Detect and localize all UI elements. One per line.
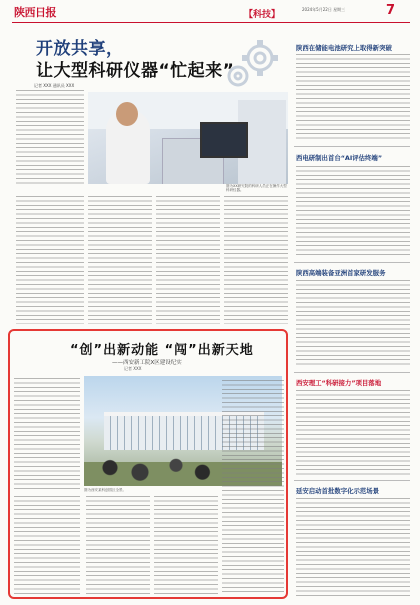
bottom-feature-subtitle: ——西安新工院X区建设纪实	[112, 360, 182, 366]
body-text-block	[88, 196, 152, 324]
lab-photo-caption: 图为XX研究院的科研人员正在操作大型科研仪器。	[226, 184, 287, 193]
divider	[294, 480, 410, 481]
body-text-block	[154, 496, 218, 594]
bottom-feature-title: “创”出新动能 “闯”出新天地	[70, 343, 254, 358]
body-text-block	[296, 498, 410, 598]
gear-icon	[214, 36, 284, 92]
dateline: 2024年5月22日 星期三	[302, 7, 346, 12]
body-text-block	[16, 90, 84, 184]
body-text-block	[296, 390, 410, 476]
page-number: 7	[386, 3, 396, 18]
header-rule	[12, 22, 410, 23]
body-text-block	[296, 280, 410, 368]
right-story-title: 西安理工“科研接力”项目落地	[296, 379, 382, 387]
body-text-block	[16, 196, 84, 324]
divider	[294, 262, 410, 263]
divider	[294, 146, 410, 147]
body-text-block	[156, 196, 220, 324]
body-text-block	[222, 380, 284, 594]
divider	[294, 372, 410, 373]
section-label: 【科技】	[244, 10, 281, 20]
right-story-title: 陕西高端装备亚洲首家研发服务	[296, 269, 386, 277]
right-story-title: 延安启动首批数字化示范场景	[296, 487, 380, 495]
body-text-block	[296, 54, 410, 142]
body-text-block	[14, 378, 80, 490]
lab-photo	[88, 92, 288, 184]
campus-photo-caption: 图为西安某科创园区全景。	[84, 488, 126, 492]
feature-byline: 记者 XXX 通讯员 XXX	[34, 83, 75, 88]
body-text-block	[224, 196, 288, 324]
right-story-title: 陕西在储能电池研究上取得新突破	[296, 44, 392, 52]
masthead-logo: 陕西日报	[14, 6, 56, 19]
body-text-block	[86, 496, 150, 594]
body-text-block	[296, 166, 410, 258]
feature-title-line2: 让大型科研仪器“忙起来”	[36, 61, 235, 81]
body-text-block	[14, 496, 80, 594]
feature-title-line1: 开放共享，	[36, 39, 124, 59]
bottom-feature-byline: 记者 XXX	[124, 366, 142, 371]
right-story-title: 西电研制出首台“AI评估终端”	[296, 154, 383, 162]
